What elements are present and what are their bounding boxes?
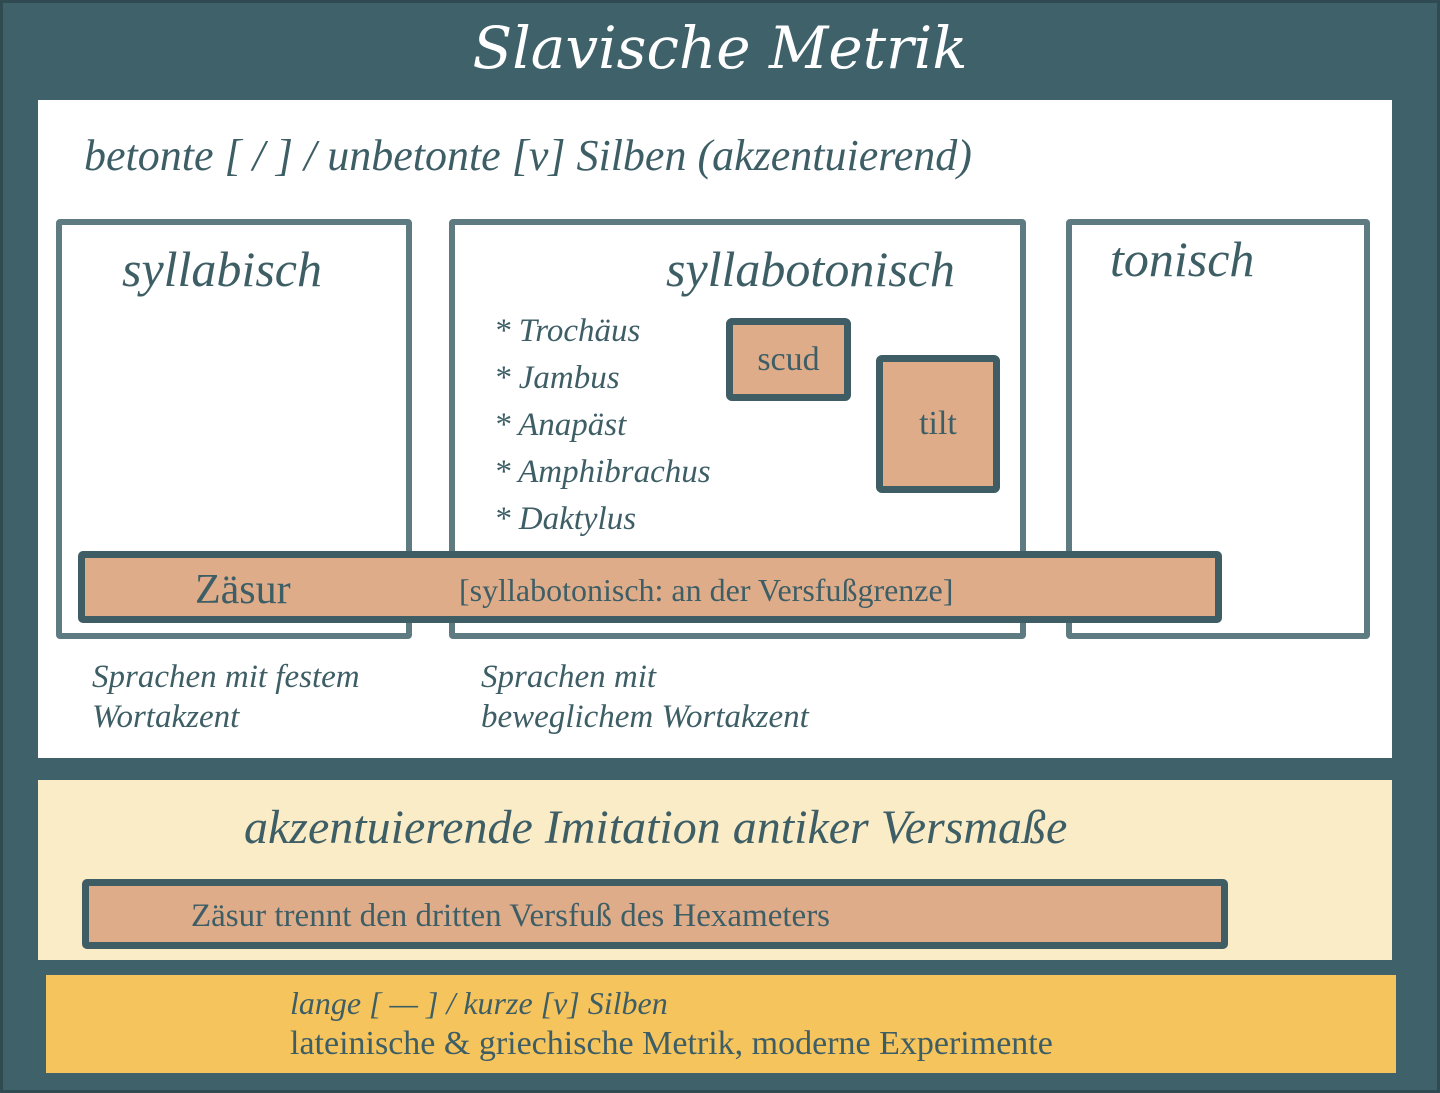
syllabotonic-label: syllabotonisch xyxy=(666,241,955,297)
foot-item: * Amphibrachus xyxy=(494,454,711,490)
foot-item: * Trochäus xyxy=(494,313,641,349)
scud-tag xyxy=(726,318,851,401)
fixed-accent-line: Sprachen mit festem xyxy=(92,659,360,695)
hexameter-caesura-bar xyxy=(82,879,1228,949)
fixed-accent-line: Wortakzent xyxy=(92,699,240,735)
accentual-headline: betonte [ / ] / unbetonte [v] Silben (akzentuierend) xyxy=(84,131,972,180)
foot-item: * Jambus xyxy=(494,360,620,396)
quantitative-syllables: lange [ — ] / kurze [v] Silben xyxy=(290,985,668,1021)
scud-label: scud xyxy=(757,340,820,378)
syllabic-label: syllabisch xyxy=(122,241,322,297)
metrical-feet-list xyxy=(494,308,711,543)
mobile-accent-line: beweglichem Wortakzent xyxy=(481,699,809,735)
imitation-title: akzentuierende Imitation antiker Versmaße xyxy=(244,801,1068,854)
caesura-label: Zäsur xyxy=(195,567,291,613)
tilt-label: tilt xyxy=(919,405,957,442)
diagram-title: Slavische Metrik xyxy=(472,14,968,82)
foot-item: * Daktylus xyxy=(494,501,637,537)
tonic-label: tonisch xyxy=(1110,231,1255,287)
mobile-accent-line: Sprachen mit xyxy=(481,659,657,695)
hexameter-caesura-label: Zäsur trennt den dritten Versfuß des Hexameters xyxy=(191,898,831,934)
mobile-accent-note xyxy=(481,657,809,737)
foot-item: * Anapäst xyxy=(494,407,627,443)
tilt-tag xyxy=(876,355,1000,493)
fixed-accent-note xyxy=(92,657,360,737)
classical-metrics-note: lateinische & griechische Metrik, moderne Experimente xyxy=(290,1025,1053,1062)
caesura-bar xyxy=(78,551,1222,623)
caesura-detail: [syllabotonisch: an der Versfußgrenze] xyxy=(459,572,954,608)
